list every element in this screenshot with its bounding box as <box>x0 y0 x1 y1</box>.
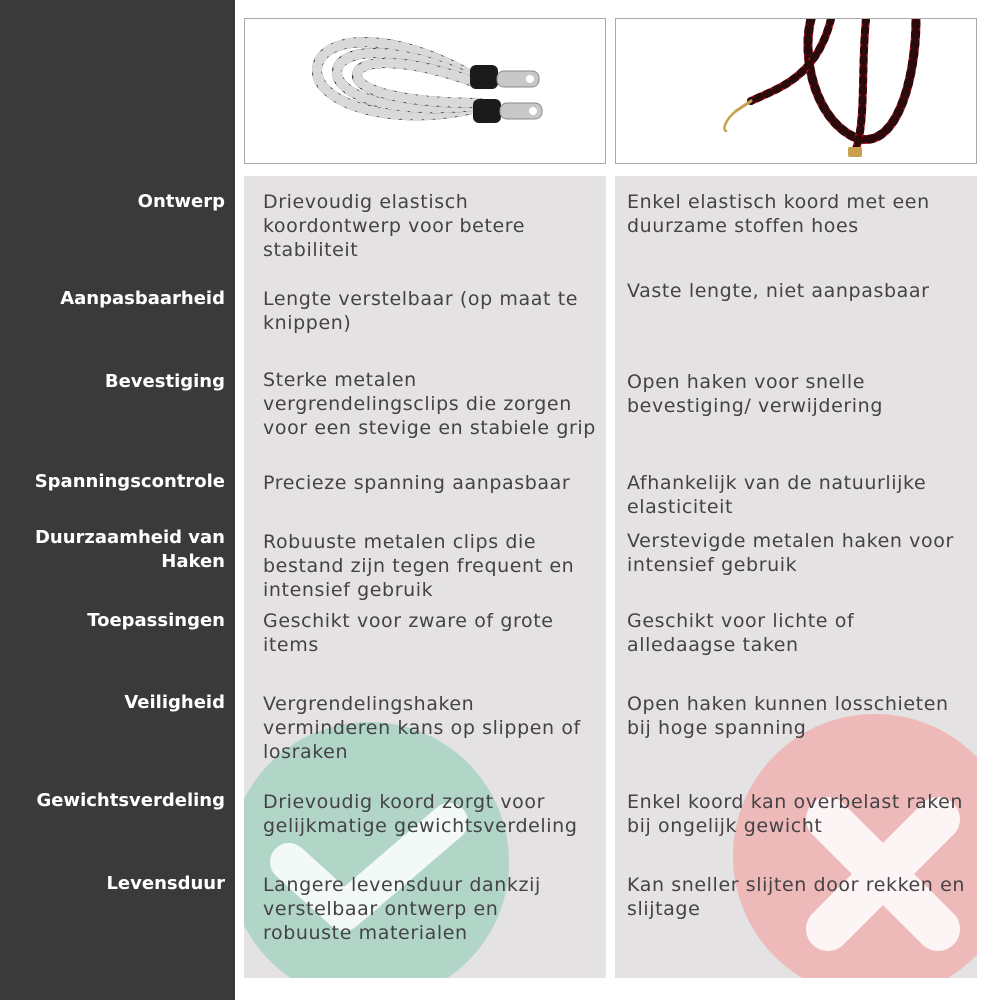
row-label-duurzaamheid-van-haken: Duurzaamheid van Haken <box>34 527 225 572</box>
row-label-veiligheid: Veiligheid <box>124 692 225 713</box>
row-label-aanpasbaarheid: Aanpasbaarheid <box>60 288 225 309</box>
cell-left-duurzaamheid: Robuuste metalen clips die bestand zijn tegen frequent en intensief gebruik <box>263 531 575 601</box>
row-label-bevestiging: Bevestiging <box>104 371 225 392</box>
cell-left-spanningscontrole: Precieze spanning aanpasbaar <box>263 472 571 494</box>
cell-left-levensduur: Langere levensduur dankzij verstelbaar ontwerp en robuuste materialen <box>263 874 541 944</box>
cell-right-duurzaamheid: Verstevigde metalen haken voor intensief gebruik <box>627 530 954 576</box>
sidebar <box>0 0 235 1000</box>
cell-right-bevestiging: Open haken voor snelle bevestiging/ verwijdering <box>627 371 883 417</box>
row-label-levensduur: Levensduur <box>106 873 225 894</box>
cell-left-toepassingen: Geschikt voor zware of grote items <box>263 610 554 656</box>
triple-cord-illustration <box>245 19 606 164</box>
cell-right-spanningscontrole: Afhankelijk van de natuurlijke elasticiteit <box>627 472 927 518</box>
cell-right-aanpasbaarheid: Vaste lengte, niet aanpasbaar <box>627 280 930 302</box>
cell-left-aanpasbaarheid: Lengte verstelbaar (op maat te knippen) <box>263 288 579 334</box>
cell-left-ontwerp: Drievoudig elastisch koordontwerp voor betere stabiliteit <box>263 191 526 261</box>
product-image-red-cord <box>615 18 977 164</box>
cross-icon <box>733 714 977 978</box>
cell-right-gewichtsverdeling: Enkel koord kan overbelast raken bij ongelijk gewicht <box>627 791 964 837</box>
cell-right-levensduur: Kan sneller slijten door rekken en slijtage <box>627 874 966 920</box>
row-label-gewichtsverdeling: Gewichtsverdeling <box>36 790 225 811</box>
cell-right-ontwerp: Enkel elastisch koord met een duurzame stoffen hoes <box>627 191 930 237</box>
cell-right-toepassingen: Geschikt voor lichte of alledaagse taken <box>627 610 855 656</box>
cell-right-veiligheid: Open haken kunnen losschieten bij hoge spanning <box>627 693 949 739</box>
cell-left-bevestiging: Sterke metalen vergrendelingsclips die zorgen voor een stevige en stabiele grip <box>263 369 596 439</box>
row-label-ontwerp: Ontwerp <box>137 191 225 212</box>
red-cord-illustration <box>616 19 977 164</box>
cell-left-veiligheid: Vergrendelingshaken verminderen kans op slippen of losraken <box>263 693 581 763</box>
cell-left-gewichtsverdeling: Drievoudig koord zorgt voor gelijkmatige gewichtsverdeling <box>263 791 578 837</box>
row-label-toepassingen: Toepassingen <box>87 610 225 631</box>
product-image-triple-cord <box>244 18 606 164</box>
row-label-spanningscontrole: Spanningscontrole <box>34 471 225 492</box>
